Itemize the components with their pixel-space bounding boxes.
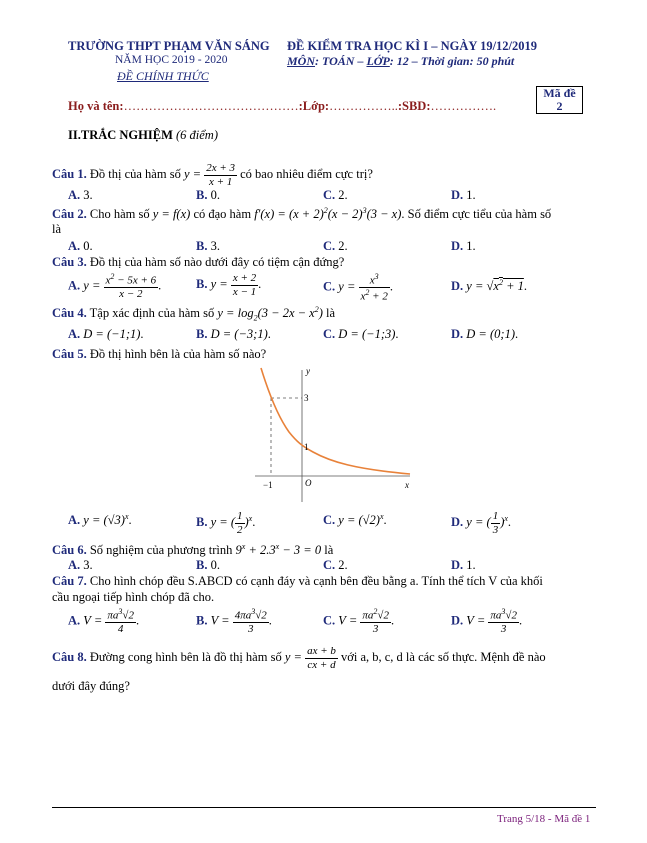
formula-fraction: $\frac{2x + 3}{x + 1}$: [206, 162, 235, 188]
name-dots: ……………………………………: [123, 99, 299, 113]
option-text: 2.: [338, 239, 348, 253]
question-8: Câu 8. Đường cong hình bên là đồ thị hàm số y = $\frac{ax + b}{cx + d}$ với a, b, c, d là các số thực. Mệnh đề nào: [52, 645, 546, 671]
option-a: A. y = $\frac{x^2 - 5x + 6}{x - 2}$ .: [68, 272, 162, 301]
option-text: 1.: [466, 558, 476, 572]
student-info-line: [68, 99, 496, 114]
grade-text: : 12 – Thời gian: 50 phút: [389, 54, 515, 68]
option-b: B. 3.: [196, 239, 220, 253]
option-text: 1: [466, 188, 473, 202]
class-dots: ……………..: [329, 99, 398, 113]
option-text: 0.: [210, 558, 220, 572]
class-label: :Lớp:: [298, 99, 330, 113]
question-label: Câu 2.: [52, 207, 87, 222]
question-text: Đường cong hình bên là đồ thị hàm số: [89, 650, 282, 665]
footer-divider: [52, 807, 596, 808]
question-8-cont: dưới đây đúng?: [52, 679, 130, 693]
question-label: Câu 1.: [52, 167, 87, 182]
option-a: A. 0.: [68, 239, 93, 253]
exam-code-box: [536, 86, 583, 114]
option-text: 2: [338, 188, 345, 202]
question-text: Đồ thị của hàm số: [89, 167, 181, 182]
question-text: là: [326, 306, 336, 321]
question-label: Câu 4.: [52, 306, 87, 321]
option-text: D = (−3;1): [210, 327, 268, 341]
subject-text: : TOÁN –: [315, 54, 367, 68]
name-label: Họ và tên:: [68, 99, 124, 113]
school-name: TRƯỜNG THPT PHẠM VĂN SÁNG: [68, 39, 270, 53]
option-c: C. 2.: [323, 239, 348, 253]
question-7: [52, 574, 543, 589]
school-year: NĂM HỌC 2019 - 2020: [115, 54, 228, 66]
question-5: [52, 347, 266, 362]
option-c: C. y = $\frac{x^3}{x^2 + 2}$ .: [323, 272, 393, 303]
question-6: Câu 6. Số nghiệm của phương trình $9^x + 2.3^x - 3 = 0$ là: [52, 542, 334, 558]
question-label: Câu 7.: [52, 574, 87, 588]
option-c: C. $y = (√2)^x$.: [323, 512, 387, 528]
page-footer: Trang 5/18 - Mã đề 1: [497, 813, 591, 825]
option-b: B. y = ( $\frac{1}{2}$ )$^x$.: [196, 510, 256, 536]
option-text: 3: [83, 188, 90, 202]
question-label: Câu 5.: [52, 347, 87, 361]
question-text: . Số điểm cực tiểu của hàm số: [401, 207, 552, 222]
question-7-cont: cầu ngoại tiếp hình chóp đã cho.: [52, 590, 215, 604]
option-a: A. $y = (√3)^x$.: [68, 512, 132, 528]
formula-fraction: $\frac{ax + b}{cx + d}$: [307, 645, 336, 671]
question-text: là: [324, 543, 334, 558]
option-d: D. 1.: [451, 239, 476, 253]
question-label: Câu 3.: [52, 255, 87, 269]
question-text: Tập xác định của hàm số: [89, 306, 215, 321]
exam-code-label: Mã đề: [543, 86, 576, 100]
option-c: C. D = (−1;3).: [323, 327, 399, 341]
option-text: 0: [210, 188, 217, 202]
option-text: 3.: [210, 239, 220, 253]
x-axis-label: x: [405, 480, 409, 490]
exponential-curve: [261, 368, 410, 474]
subject-line: [287, 54, 514, 69]
option-c: C. 2.: [323, 558, 348, 572]
option-d: D. V = $\frac{\pi a^3√2}{3}$ .: [451, 607, 523, 636]
origin-label: O: [305, 478, 312, 488]
option-d: D. $y = √x^2 + 1$.: [451, 278, 527, 294]
exam-code-value: 2: [556, 99, 563, 113]
option-text: 1.: [466, 239, 476, 253]
option-b: B. 0.: [196, 188, 220, 202]
option-b: B. V = $\frac{4\pi a^3√2}{3}$ .: [196, 607, 272, 636]
option-text: 2.: [338, 558, 348, 572]
question-4: Câu 4. Tập xác định của hàm số $y = \log_2(3 - 2x - x^2)$ là: [52, 305, 336, 323]
tick-minus1-label: −1: [263, 480, 273, 490]
option-text: 0.: [83, 239, 93, 253]
question-text: với a, b, c, d là các số thực. Mệnh đề nào: [341, 650, 546, 665]
question-text: Đồ thị hình bên là của hàm số nào?: [89, 347, 267, 361]
sbd-label: :SBD:: [397, 99, 431, 113]
y-axis-label: y: [306, 366, 310, 376]
question-label: Câu 6.: [52, 543, 87, 558]
section-title: [68, 128, 218, 143]
option-b: B. D = (−3;1).: [196, 327, 271, 341]
option-c: C. 2.: [323, 188, 348, 202]
question-1: Câu 1. Đồ thị của hàm số y = $\frac{2x + 3}{x + 1}$ có bao nhiêu điểm cực trị?: [52, 162, 373, 188]
question-text: Số nghiệm của phương trình: [89, 543, 233, 558]
option-a: A. 3.: [68, 558, 93, 572]
question-label: Câu 8.: [52, 650, 87, 665]
option-a: A. D = (−1;1).: [68, 327, 144, 341]
question-text: Đồ thị của hàm số nào dưới đây có tiệm cận đứng?: [89, 255, 345, 269]
question-text: có bao nhiêu điểm cực trị?: [240, 167, 373, 182]
option-text: D = (−1;1): [83, 327, 141, 341]
official-label: ĐỀ CHÍNH THỨC: [117, 69, 209, 83]
grade-label: LỚP: [366, 54, 390, 68]
section-title-text: II.TRẮC NGHIỆM: [68, 128, 173, 142]
option-a: A. V = $\frac{\pi a^3√2}{4}$ .: [68, 607, 140, 636]
option-a: A. 3.: [68, 188, 93, 202]
question-text: Cho hình chóp đều S.ABCD có cạnh đáy và cạnh bên đều bằng a. Tính thể tích V của khối: [89, 574, 543, 588]
sbd-dots: …………….: [430, 99, 497, 113]
option-d: D. 1.: [451, 558, 476, 572]
option-d: D. y = ( $\frac{1}{3}$ )$^x$.: [451, 510, 512, 536]
tick-3-label: 3: [304, 393, 309, 403]
option-b: B. y = $\frac{x + 2}{x - 1}$ .: [196, 272, 262, 298]
exam-title: ĐỀ KIỂM TRA HỌC KÌ I – NGÀY 19/12/2019: [287, 39, 538, 53]
subject-label: MÔN: [287, 54, 316, 68]
option-text: 3.: [83, 558, 93, 572]
option-text: D = (0;1): [466, 327, 515, 341]
tick-1-label: 1: [304, 442, 309, 452]
option-d: D. D = (0;1).: [451, 327, 519, 341]
question-text: Cho hàm số: [89, 207, 150, 222]
function-graph: [255, 366, 415, 506]
option-text: D = (−1;3): [338, 327, 396, 341]
option-c: C. V = $\frac{\pi a^2√2}{3}$ .: [323, 607, 395, 636]
section-points: (6 điểm): [176, 128, 218, 142]
option-d: D. 1.: [451, 188, 476, 202]
question-text: có đạo hàm: [193, 207, 252, 222]
question-2: Câu 2. Cho hàm số y = f(x) có đạo hàm $f'(x) = (x + 2)^2(x - 2)^3(3 - x)$. Số điểm cực tiểu của hàm số: [52, 206, 552, 222]
question-3: [52, 255, 344, 270]
option-b: B. 0.: [196, 558, 220, 572]
question-2-cont: là: [52, 222, 62, 236]
